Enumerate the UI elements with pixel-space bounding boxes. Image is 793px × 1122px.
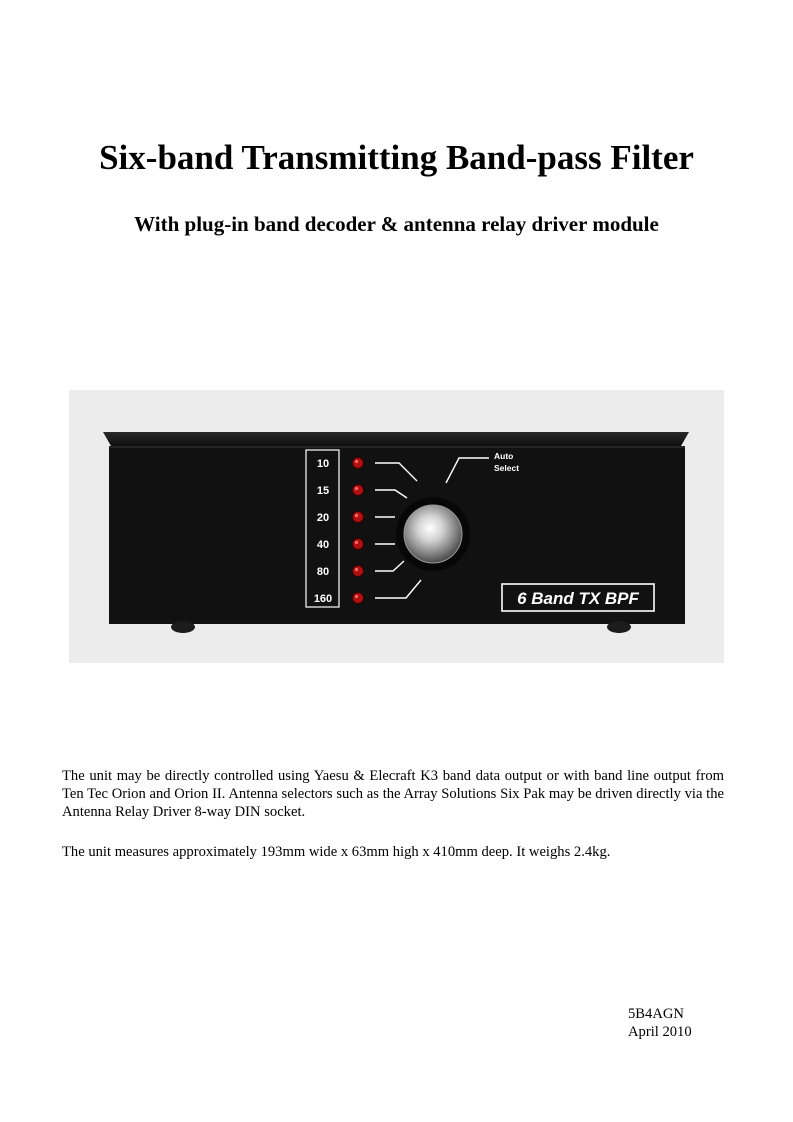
band-label-80: 80 <box>316 566 330 578</box>
dimensions-paragraph: The unit measures approximately 193mm wide x 63mm high x 410mm deep. It weighs 2.4kg. <box>62 844 611 860</box>
led-160 <box>353 593 364 604</box>
signature-date: April 2010 <box>628 1024 692 1040</box>
page-title: Six-band Transmitting Band-pass Filter <box>99 138 694 177</box>
cabinet-top <box>103 432 689 446</box>
led-20 <box>353 512 364 523</box>
led-highlight-40 <box>355 541 358 544</box>
led-40 <box>353 539 364 550</box>
led-15 <box>353 485 364 496</box>
product-photo <box>69 390 724 663</box>
band-selector-knob <box>396 497 470 571</box>
band-label-20: 20 <box>316 512 330 524</box>
page-subtitle: With plug-in band decoder & antenna relay driver module <box>134 212 659 236</box>
led-80 <box>353 566 364 577</box>
led-highlight-10 <box>355 460 358 463</box>
led-highlight-20 <box>355 514 358 517</box>
select-label: Select <box>494 463 520 473</box>
band-label-160: 160 <box>313 593 333 605</box>
left-foot <box>171 621 195 633</box>
led-highlight-160 <box>355 595 358 598</box>
led-10 <box>353 458 364 469</box>
right-foot <box>607 621 631 633</box>
svg-text:6 Band TX BPF: 6 Band TX BPF <box>517 589 639 608</box>
band-label-40: 40 <box>316 539 330 551</box>
led-highlight-15 <box>355 487 358 490</box>
band-label-15: 15 <box>316 485 330 497</box>
model-badge <box>502 584 654 611</box>
auto-label: Auto <box>494 451 514 461</box>
band-label-10: 10 <box>316 458 330 470</box>
author-callsign: 5B4AGN <box>628 1006 684 1022</box>
description-paragraph: The unit may be directly controlled using Yaesu & Elecraft K3 band data output or with band line output from Ten Tec Orion and Orion II. Antenna selectors such as the Array Solutions Six Pak may be driven directly via the Antenna Relay Driver 8-way DIN socket. <box>62 768 724 820</box>
led-highlight-80 <box>355 568 358 571</box>
signature-block <box>628 1005 692 1041</box>
